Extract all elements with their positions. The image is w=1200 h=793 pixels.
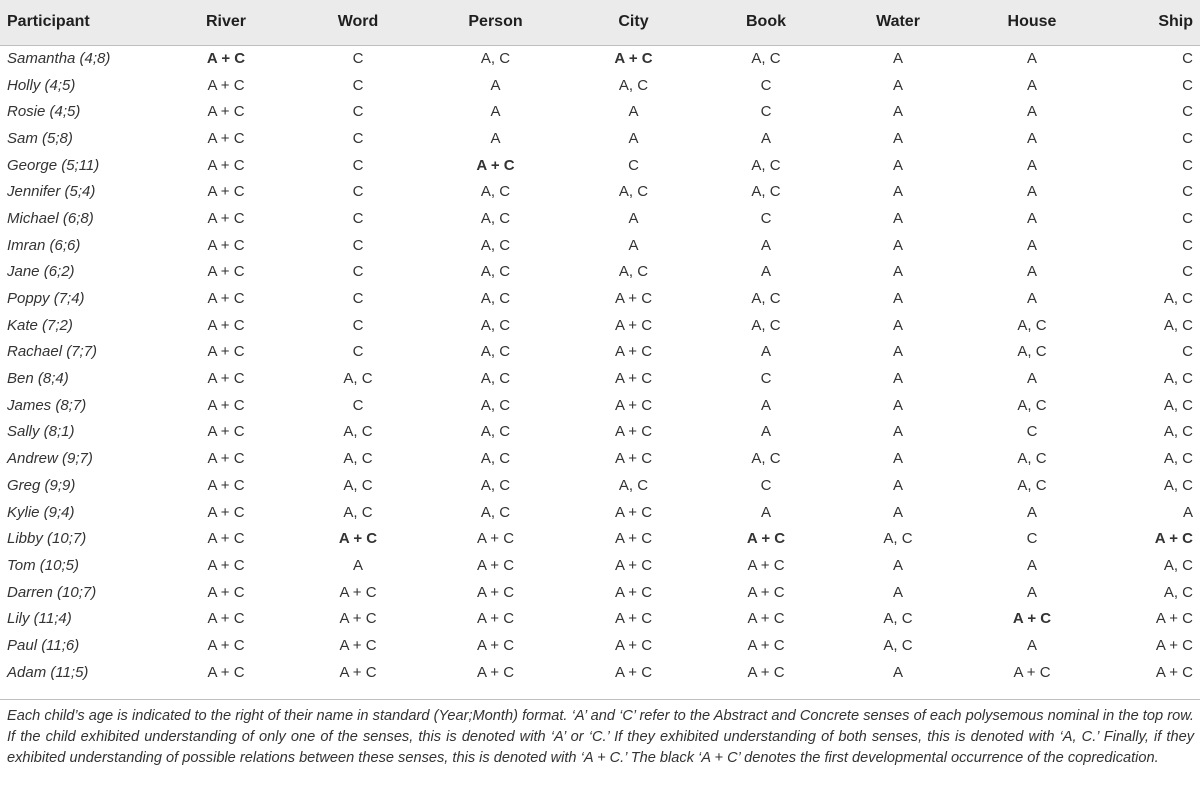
cell-water: A xyxy=(892,396,903,414)
cell-water: A xyxy=(892,236,903,254)
cell-word: A, C xyxy=(343,370,373,388)
table-row xyxy=(0,659,1200,686)
participant-name: Imran (6;6) xyxy=(7,236,81,254)
table-row xyxy=(0,72,1200,99)
cell-river: A + C xyxy=(207,583,245,601)
cell-water: A xyxy=(892,76,903,94)
cell-water: A xyxy=(892,129,903,147)
cell-book: A + C xyxy=(747,663,785,681)
cell-river: A + C xyxy=(207,370,245,388)
cell-house: A xyxy=(1026,583,1037,601)
cell-book: C xyxy=(760,76,772,94)
cell-word: C xyxy=(352,316,364,334)
participant-name: James (8;7) xyxy=(7,396,87,414)
cell-book: C xyxy=(760,370,772,388)
header-row xyxy=(0,0,1200,45)
cell-water: A xyxy=(892,50,903,68)
cell-word: A + C xyxy=(338,530,378,548)
table-row xyxy=(0,205,1200,232)
cell-ship: C xyxy=(1182,343,1193,361)
cell-book: A + C xyxy=(746,530,786,548)
cell-person: A, C xyxy=(480,476,511,494)
table-row xyxy=(0,125,1200,152)
table-row xyxy=(0,499,1200,526)
cell-ship: A, C xyxy=(1163,583,1193,601)
cell-city: A + C xyxy=(614,503,653,521)
cell-word: C xyxy=(352,343,364,361)
table-row xyxy=(0,445,1200,472)
cell-water: A, C xyxy=(883,530,913,548)
cell-book: A, C xyxy=(751,156,781,174)
cell-city: A + C xyxy=(614,370,653,388)
cell-person: A, C xyxy=(480,370,511,388)
cell-water: A xyxy=(892,450,903,468)
participant-name: Sam (5;8) xyxy=(7,129,73,147)
cell-book: A xyxy=(760,396,771,414)
cell-ship: A, C xyxy=(1163,556,1193,574)
cell-water: A, C xyxy=(883,610,913,628)
cell-house: A xyxy=(1026,236,1037,254)
cell-person: A + C xyxy=(476,530,515,548)
participant-name: Sally (8;1) xyxy=(7,423,75,441)
cell-person: A, C xyxy=(480,236,511,254)
cell-river: A + C xyxy=(207,103,245,121)
cell-book: A xyxy=(760,129,771,147)
cell-person: A, C xyxy=(480,343,511,361)
cell-river: A + C xyxy=(207,476,245,494)
cell-word: C xyxy=(352,396,364,414)
bottom-rule xyxy=(0,699,1200,700)
cell-river: A + C xyxy=(207,530,245,548)
cell-person: A + C xyxy=(476,610,515,628)
participant-name: Samantha (4;8) xyxy=(7,50,111,68)
cell-river: A + C xyxy=(207,316,245,334)
cell-word: C xyxy=(352,290,364,308)
cell-river: A + C xyxy=(207,156,245,174)
participant-name: Lily (11;4) xyxy=(7,610,72,628)
cell-house: A xyxy=(1026,103,1037,121)
table-row xyxy=(0,552,1200,579)
cell-river: A + C xyxy=(207,396,245,414)
cell-water: A xyxy=(892,183,903,201)
table-row xyxy=(0,98,1200,125)
cell-river: A + C xyxy=(207,209,245,227)
column-header-ship: Ship xyxy=(1100,0,1200,45)
cell-person: A xyxy=(490,76,501,94)
participant-name: Paul (11;6) xyxy=(7,636,80,654)
cell-book: A xyxy=(760,236,771,254)
cell-city: A, C xyxy=(618,76,649,94)
cell-house: A xyxy=(1026,263,1037,281)
column-header-participant: Participant xyxy=(0,0,160,45)
cell-river: A + C xyxy=(207,343,245,361)
cell-ship: A, C xyxy=(1163,396,1193,414)
participant-name: George (5;11) xyxy=(7,156,100,174)
cell-book: A + C xyxy=(747,636,785,654)
cell-house: A xyxy=(1026,370,1037,388)
cell-house: A xyxy=(1026,156,1037,174)
cell-word: A + C xyxy=(339,610,377,628)
table-row xyxy=(0,259,1200,286)
cell-river: A + C xyxy=(207,423,245,441)
cell-word: C xyxy=(352,50,364,68)
cell-water: A xyxy=(892,209,903,227)
cell-book: A, C xyxy=(751,50,781,68)
cell-word: A, C xyxy=(343,476,373,494)
cell-person: A, C xyxy=(480,183,511,201)
cell-house: A + C xyxy=(1012,610,1052,628)
cell-ship: C xyxy=(1182,129,1193,147)
column-header-water: Water xyxy=(832,0,964,45)
participant-name: Rachael (7;7) xyxy=(7,343,98,361)
cell-book: A xyxy=(760,423,771,441)
cell-word: C xyxy=(352,183,364,201)
cell-water: A xyxy=(892,156,903,174)
cell-word: A + C xyxy=(339,583,377,601)
participant-name: Andrew (9;7) xyxy=(7,450,93,468)
cell-house: A xyxy=(1026,290,1037,308)
cell-person: A, C xyxy=(480,503,511,521)
table-row xyxy=(0,339,1200,366)
cell-house: A xyxy=(1026,556,1037,574)
participant-name: Poppy (7;4) xyxy=(7,290,85,308)
cell-water: A xyxy=(892,583,903,601)
cell-person: A + C xyxy=(476,156,515,174)
cell-person: A, C xyxy=(480,50,511,68)
cell-person: A xyxy=(490,129,501,147)
cell-person: A + C xyxy=(476,583,515,601)
cell-river: A + C xyxy=(207,129,245,147)
cell-house: A xyxy=(1026,209,1037,227)
cell-house: A, C xyxy=(1017,450,1047,468)
table-row xyxy=(0,419,1200,446)
cell-ship: A + C xyxy=(1154,530,1193,548)
cell-house: A xyxy=(1026,636,1037,654)
participant-name: Michael (6;8) xyxy=(7,209,94,227)
cell-word: C xyxy=(352,103,364,121)
cell-ship: A + C xyxy=(1155,663,1193,681)
cell-person: A, C xyxy=(480,263,511,281)
cell-city: A + C xyxy=(614,290,653,308)
cell-river: A + C xyxy=(207,76,245,94)
participant-name: Darren (10;7) xyxy=(7,583,97,601)
table-header xyxy=(0,0,1200,45)
cell-house: A xyxy=(1026,76,1037,94)
participant-name: Greg (9;9) xyxy=(7,476,76,494)
cell-word: C xyxy=(352,129,364,147)
table-row xyxy=(0,525,1200,552)
cell-house: A, C xyxy=(1017,396,1047,414)
cell-person: A, C xyxy=(480,396,511,414)
cell-ship: C xyxy=(1182,50,1193,68)
table-row xyxy=(0,152,1200,179)
column-header-book: Book xyxy=(700,0,832,45)
cell-city: A xyxy=(628,209,639,227)
cell-person: A + C xyxy=(476,556,515,574)
column-header-person: Person xyxy=(424,0,567,45)
cell-water: A xyxy=(892,370,903,388)
participant-name: Holly (4;5) xyxy=(7,76,76,94)
cell-house: C xyxy=(1026,530,1038,548)
cell-ship: A, C xyxy=(1163,423,1193,441)
participant-name: Rosie (4;5) xyxy=(7,103,81,121)
cell-person: A + C xyxy=(476,663,515,681)
participant-name: Adam (11;5) xyxy=(7,663,89,681)
column-header-house: House xyxy=(964,0,1100,45)
cell-city: A + C xyxy=(614,316,653,334)
cell-word: C xyxy=(352,236,364,254)
cell-house: A + C xyxy=(1013,663,1051,681)
cell-house: A xyxy=(1026,183,1037,201)
cell-book: A + C xyxy=(747,583,785,601)
table-row xyxy=(0,605,1200,632)
cell-book: A xyxy=(760,343,771,361)
cell-river: A + C xyxy=(207,263,245,281)
table-row xyxy=(0,312,1200,339)
cell-water: A xyxy=(892,263,903,281)
cell-ship: C xyxy=(1182,236,1193,254)
cell-ship: C xyxy=(1182,209,1193,227)
column-header-city: City xyxy=(567,0,700,45)
cell-word: C xyxy=(352,209,364,227)
cell-water: A xyxy=(892,663,903,681)
participant-name: Ben (8;4) xyxy=(7,370,69,388)
participant-name: Kylie (9;4) xyxy=(7,503,75,521)
cell-city: A, C xyxy=(618,263,649,281)
cell-water: A xyxy=(892,556,903,574)
cell-book: A + C xyxy=(747,556,785,574)
cell-person: A, C xyxy=(480,290,511,308)
cell-book: C xyxy=(760,476,772,494)
cell-book: A, C xyxy=(751,183,781,201)
cell-city: A + C xyxy=(614,450,653,468)
cell-ship: C xyxy=(1182,103,1193,121)
cell-city: A + C xyxy=(614,423,653,441)
cell-water: A xyxy=(892,103,903,121)
cell-water: A, C xyxy=(883,636,913,654)
cell-book: A, C xyxy=(751,316,781,334)
participant-name: Jennifer (5;4) xyxy=(7,183,96,201)
cell-water: A xyxy=(892,476,903,494)
participant-name: Tom (10;5) xyxy=(7,556,79,574)
cell-city: A, C xyxy=(618,183,649,201)
cell-city: A + C xyxy=(614,343,653,361)
cell-word: A, C xyxy=(343,450,373,468)
table-row xyxy=(0,232,1200,259)
cell-ship: A, C xyxy=(1163,450,1193,468)
cell-book: A xyxy=(760,503,771,521)
cell-house: C xyxy=(1026,423,1038,441)
cell-person: A, C xyxy=(480,209,511,227)
table-row xyxy=(0,285,1200,312)
cell-word: A, C xyxy=(343,423,373,441)
cell-city: A + C xyxy=(614,636,653,654)
cell-ship: A, C xyxy=(1163,290,1193,308)
table-row xyxy=(0,632,1200,659)
cell-river: A + C xyxy=(207,450,245,468)
cell-word: C xyxy=(352,76,364,94)
cell-book: A, C xyxy=(751,450,781,468)
cell-city: A + C xyxy=(614,556,653,574)
participant-name: Libby (10;7) xyxy=(7,530,87,548)
cell-house: A, C xyxy=(1017,316,1047,334)
cell-house: A xyxy=(1026,129,1037,147)
cell-ship: A xyxy=(1182,503,1193,521)
cell-city: A + C xyxy=(614,583,653,601)
cell-river: A + C xyxy=(207,636,245,654)
cell-book: C xyxy=(760,103,772,121)
cell-city: A + C xyxy=(614,50,653,68)
table-body xyxy=(0,45,1200,686)
cell-city: A, C xyxy=(618,476,649,494)
cell-book: C xyxy=(760,209,772,227)
cell-water: A xyxy=(892,503,903,521)
cell-person: A + C xyxy=(476,636,515,654)
cell-river: A + C xyxy=(207,663,245,681)
cell-ship: C xyxy=(1182,183,1193,201)
cell-water: A xyxy=(892,316,903,334)
table-row xyxy=(0,579,1200,606)
cell-word: A, C xyxy=(343,503,373,521)
cell-ship: A + C xyxy=(1155,610,1193,628)
cell-ship: A + C xyxy=(1155,636,1193,654)
cell-book: A + C xyxy=(747,610,785,628)
cell-river: A + C xyxy=(207,236,245,254)
cell-river: A + C xyxy=(207,610,245,628)
cell-book: A xyxy=(760,263,771,281)
cell-city: A + C xyxy=(614,610,653,628)
cell-house: A, C xyxy=(1017,476,1047,494)
cell-city: A xyxy=(628,236,639,254)
cell-city: A + C xyxy=(614,396,653,414)
cell-city: A xyxy=(628,129,639,147)
cell-word: A + C xyxy=(339,636,377,654)
column-header-word: Word xyxy=(292,0,424,45)
table-row xyxy=(0,472,1200,499)
cell-river: A + C xyxy=(207,183,245,201)
table-row xyxy=(0,45,1200,72)
table-row xyxy=(0,365,1200,392)
cell-book: A, C xyxy=(751,290,781,308)
cell-water: A xyxy=(892,343,903,361)
cell-ship: A, C xyxy=(1163,476,1193,494)
cell-ship: C xyxy=(1182,263,1193,281)
cell-river: A + C xyxy=(207,503,245,521)
cell-water: A xyxy=(892,290,903,308)
cell-person: A xyxy=(490,103,501,121)
cell-word: A xyxy=(352,556,363,574)
cell-person: A, C xyxy=(480,316,511,334)
cell-water: A xyxy=(892,423,903,441)
cell-city: C xyxy=(628,156,639,174)
participant-name: Kate (7;2) xyxy=(7,316,73,334)
cell-word: C xyxy=(352,263,364,281)
cell-river: A + C xyxy=(206,50,246,68)
column-header-river: River xyxy=(160,0,292,45)
cell-house: A, C xyxy=(1017,343,1047,361)
cell-city: A + C xyxy=(614,530,653,548)
cell-person: A, C xyxy=(480,423,511,441)
table-footnote: Each child’s age is indicated to the right of their name in standard (Year;Month) format. ‘A’ and ‘C’ refer to the Abstract and Concrete senses of each polysemous nominal in the top row. If the child exhibited understanding of only one of the senses, this is denoted with ‘A’ or ‘C.’ If they exhibited understanding of both senses, this is denoted with ‘A, C.’ Finally, if they exhibited understanding of possible relations between these senses, this is denoted with ‘A + C.’ The black ‘A + C’ denotes the first developmental occurrence of the copredication. xyxy=(7,708,1194,766)
cell-house: A xyxy=(1026,503,1037,521)
cell-word: A + C xyxy=(339,663,377,681)
cell-ship: A, C xyxy=(1163,370,1193,388)
table-row xyxy=(0,392,1200,419)
cell-word: C xyxy=(352,156,364,174)
participant-name: Jane (6;2) xyxy=(7,263,75,281)
cell-house: A xyxy=(1026,50,1037,68)
cell-city: A + C xyxy=(614,663,653,681)
cell-ship: C xyxy=(1182,76,1193,94)
cell-river: A + C xyxy=(207,556,245,574)
cell-city: A xyxy=(628,103,639,121)
cell-person: A, C xyxy=(480,450,511,468)
cell-river: A + C xyxy=(207,290,245,308)
cell-ship: C xyxy=(1182,156,1193,174)
cell-ship: A, C xyxy=(1163,316,1193,334)
table-row xyxy=(0,178,1200,205)
